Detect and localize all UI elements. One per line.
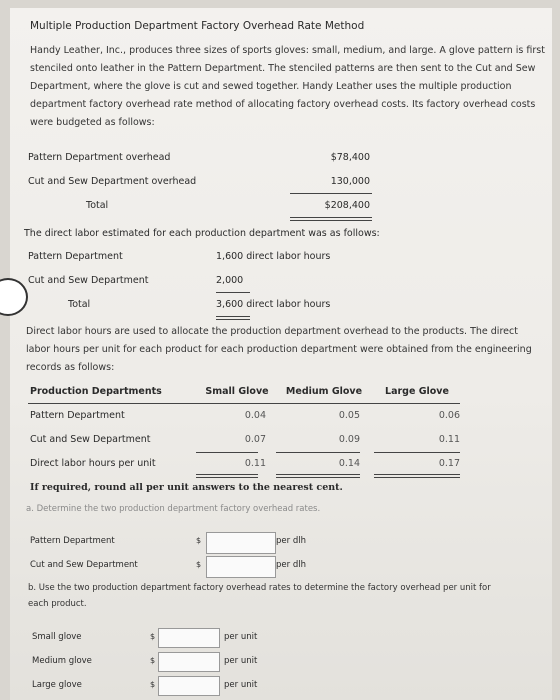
col-header-small: Small Glove: [205, 386, 269, 397]
total-rule-large-2: [374, 477, 460, 478]
intro-paragraph: Handy Leather, Inc., produces three sizes of sports gloves: small, medium, and large. A glove pattern is first stenciled onto leather in the Pattern Department. The stenciled patterns are then sent to the Cut and Sew Department, where the glove is cut and sewed together. Handy Leather uses the multiple production department factory overhead rate method of allocating factory overhead costs. Its factory overhead costs were budgeted as follows:: [30, 45, 545, 128]
table-header-rule: [28, 403, 460, 404]
part-a-label-cutsew: Cut and Sew Department: [30, 560, 138, 570]
overhead-total-value: $208,400: [324, 200, 370, 211]
part-a-unit-cutsew: per dlh: [276, 560, 306, 570]
part-b-label-large: Large glove: [32, 680, 82, 690]
labor-total-label: Total: [68, 299, 91, 310]
cell-total-small: 0.11: [244, 458, 266, 469]
cutsew-rate-input[interactable]: [206, 556, 276, 578]
total-rule-small-1: [196, 474, 258, 475]
part-a-prompt: [26, 504, 320, 514]
rounding-note: If required, round all per unit answers to the nearest cent.: [30, 482, 343, 493]
total-rule-small-2: [196, 477, 258, 478]
part-b-unit-small: per unit: [224, 632, 258, 642]
part-a-prompt-text: a. Determine the two production department factory overhead rates.: [26, 504, 321, 514]
overhead-value-cutsew: 130,000: [330, 176, 370, 187]
overhead-label-pattern: Pattern Department overhead: [28, 152, 171, 163]
labor-value-cutsew: 2,000: [216, 275, 244, 286]
large-glove-input[interactable]: [158, 676, 220, 696]
overhead-total-label: Total: [86, 200, 109, 211]
labor-label-cutsew: Cut and Sew Department: [28, 275, 149, 286]
part-b-prompt: b. Use the two production department factory overhead rates to determine the factory overhead per unit for each product.: [28, 583, 491, 609]
overhead-total-rule: [290, 193, 372, 194]
cell-total-medium: 0.14: [338, 458, 360, 469]
cell-pattern-large: 0.06: [438, 410, 460, 421]
small-glove-input[interactable]: [158, 628, 220, 648]
part-a-unit-pattern: per dlh: [276, 536, 306, 546]
col-header-departments: Production Departments: [30, 386, 162, 397]
part-b-unit-medium: per unit: [224, 656, 258, 666]
part-b-dollar-large: $: [150, 680, 156, 689]
total-rule-large-1: [374, 474, 460, 475]
cell-cutsew-small: 0.07: [244, 434, 266, 445]
dlh-paragraph: Direct labor hours are used to allocate the production department overhead to the products. The direct labor hours per unit for each product for each production department were obtained from the engineering records as follows:: [26, 326, 532, 373]
side-nav-button[interactable]: [0, 278, 28, 316]
labor-double-rule-2: [216, 319, 250, 320]
overhead-value-pattern: $78,400: [330, 152, 370, 163]
col-header-large: Large Glove: [385, 386, 449, 397]
page-title: Multiple Production Department Factory Overhead Rate Method: [30, 20, 365, 32]
part-a-dollar-pattern: $: [196, 536, 202, 545]
part-b-label-small: Small glove: [32, 632, 82, 642]
part-b-label-medium: Medium glove: [32, 656, 92, 666]
total-rule-medium-1: [276, 474, 360, 475]
cell-total-large: 0.17: [438, 458, 460, 469]
labor-double-rule-1: [216, 316, 250, 317]
sum-rule-medium: [276, 452, 360, 453]
pattern-rate-input[interactable]: [206, 532, 276, 554]
sum-rule-small: [196, 452, 258, 453]
row-label-pattern: Pattern Department: [30, 410, 125, 421]
overhead-double-rule-1: [290, 217, 372, 218]
labor-intro: The direct labor estimated for each production department was as follows:: [24, 228, 380, 239]
labor-total-value: 3,600 direct labor hours: [216, 299, 331, 310]
part-a-dollar-cutsew: $: [196, 560, 202, 569]
part-a-label-pattern: Pattern Department: [30, 536, 115, 546]
labor-total-rule: [216, 292, 250, 293]
cell-cutsew-medium: 0.09: [338, 434, 360, 445]
part-b-dollar-small: $: [150, 632, 156, 641]
cell-pattern-small: 0.04: [244, 410, 266, 421]
part-b-dollar-medium: $: [150, 656, 156, 665]
row-label-cutsew: Cut and Sew Department: [30, 434, 151, 445]
problem-sheet: [10, 8, 552, 700]
overhead-double-rule-2: [290, 220, 372, 221]
sum-rule-large: [374, 452, 460, 453]
cell-cutsew-large: 0.11: [438, 434, 460, 445]
overhead-label-cutsew: Cut and Sew Department overhead: [28, 176, 197, 187]
cell-pattern-medium: 0.05: [338, 410, 360, 421]
col-header-medium: Medium Glove: [285, 386, 363, 397]
labor-value-pattern: 1,600 direct labor hours: [216, 251, 331, 262]
total-rule-medium-2: [276, 477, 360, 478]
row-label-total-dlh: Direct labor hours per unit: [30, 458, 156, 469]
part-b-unit-large: per unit: [224, 680, 258, 690]
labor-label-pattern: Pattern Department: [28, 251, 123, 262]
medium-glove-input[interactable]: [158, 652, 220, 672]
